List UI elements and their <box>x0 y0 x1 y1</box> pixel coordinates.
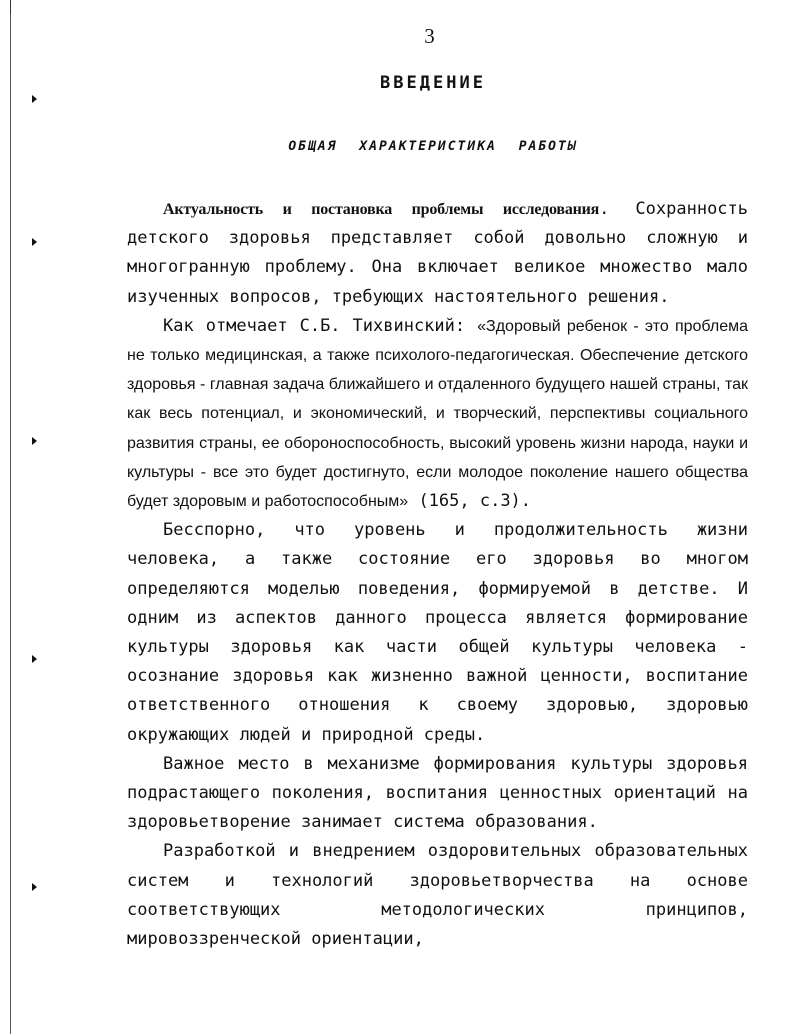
scan-margin-mark <box>32 883 37 891</box>
quotation: «Здоровый ребенок - это проблема не только медицинская, а также психолого-педагогическая. Обеспечение детского здоровья - главная задача ближайшего и отдаленного будущего нашей страны, так как весь потенциал, и экономический, и творческий, перспективы социального развития страны, ее обороноспособность, высокий уровень жизни народа, науки и культуры - все это будет достигнуто, если молодое поколение нашего общества будет здоровым и работоспособным» <box>127 317 748 511</box>
paragraph-1 <box>127 195 748 312</box>
paragraph-lead: Актуальность и постановка проблемы исследования <box>163 201 600 218</box>
paragraph-3: Бесспорно, что уровень и продолжительность жизни человека, а также состояние его здоровья во многом определяются моделью поведения, формируемой в детстве. И одним из аспектов данного процесса является формирование культуры здоровья как части общей культуры человека - осознание здоровья как жизненно важной ценности, воспитание ответственного отношения к своему здоровью, здоровью окружающих людей и природной среды. <box>127 520 748 745</box>
scan-margin-mark <box>32 655 37 663</box>
scan-margin-mark <box>32 95 37 103</box>
scan-margin-mark <box>32 238 37 246</box>
page-title: ВВЕДЕНИЕ <box>380 73 486 93</box>
paragraph-5: Разработкой и внедрением оздоровительных образовательных систем и технологий здоровьетворчества на основе соответствующих методологических принципов, мировоззренческой ориентации, <box>127 841 748 950</box>
scan-corner-mark <box>10 0 17 14</box>
section-subtitle: ОБЩАЯ ХАРАКТЕРИСТИКА РАБОТЫ <box>288 139 578 154</box>
quote-intro: Как отмечает С.Б. Тихвинский: <box>163 315 478 336</box>
paragraph-2 <box>127 312 748 516</box>
citation: (165, с.3). <box>408 491 532 512</box>
paragraph-text: . Сохранность детского здоровья представляет собой довольно сложную и многогранную проблему. Она включает великое множество мало изученных вопросов, требующих настоятельного решения. <box>127 199 749 307</box>
paragraph-4: Важное место в механизме формирования культуры здоровья подрастающего поколения, воспитания ценностных ориентаций на здоровьетворение занимает система образования. <box>127 753 748 833</box>
page-number: 3 <box>424 24 435 48</box>
body-text <box>127 195 748 954</box>
scan-edge-line <box>10 0 11 1034</box>
scan-margin-mark <box>32 437 37 445</box>
